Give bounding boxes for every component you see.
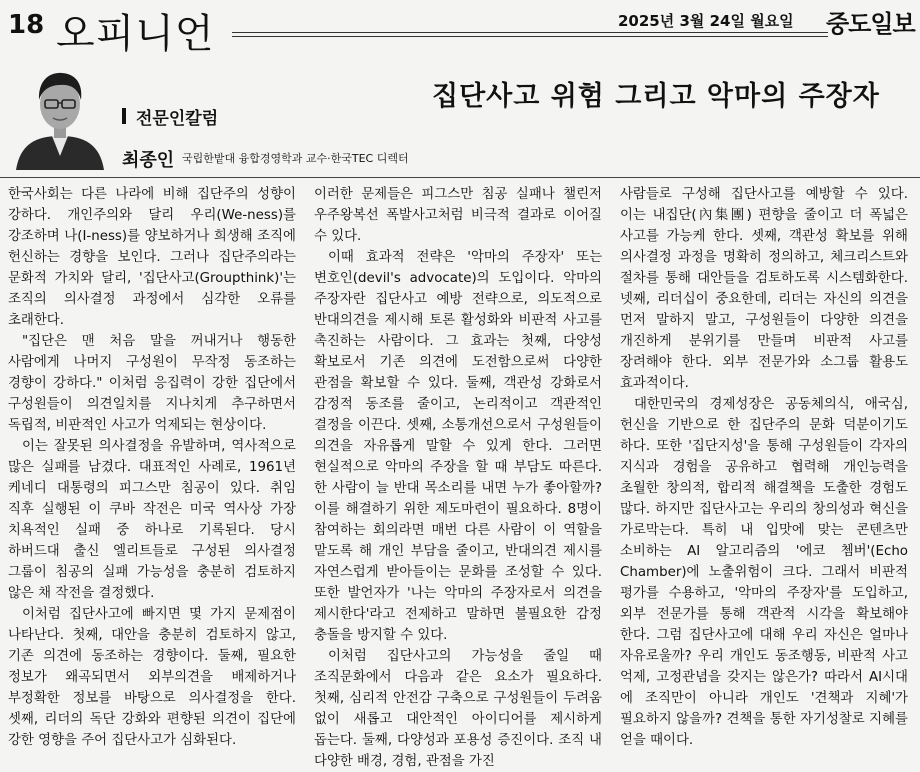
paragraph: 이처럼 집단사고에 빠지면 몇 가지 문제점이 나타난다. 첫째, 대안을 충분히 검토하지 않고, 기존 의견에 동조하는 경향이다. 둘째, 필요한 정보가 왜곡되면서 외부의견을 배제하거나 부정확한 정보를 바탕으로 의사결정을 한다. 셋째, 리더의 독단 강화와 편향된 의견이 집단에 강한 영향을 주어 집단사고가 심화된다. [8, 607, 296, 748]
author-photo [12, 58, 108, 170]
paragraph: 이처럼 집단사고의 가능성을 줄일 때 조직문화에서 다음과 같은 요소가 필요하다. 첫째, 심리적 안전감 구축으로 구성원들이 두려움 없이 새롭고 대안적인 아이디어를 제시하게 돕는다. 둘째, 다양성과 포용성 증진이다. 조직 내 다양한 배경, 경험, 관점을 가진 [314, 649, 602, 769]
paragraph: 한국사회는 다른 나라에 비해 집단주의 성향이 강하다. 개인주의와 달리 우리(We-ness)를 강조하며 나(I-ness)를 양보하거나 희생해 조직에 헌신하는 경향을 보인다. 그러나 집단주의라는 문화적 가치와 달리, '집단사고(Groupthink)'는 조직의 의사결정 과정에서 심각한 오류를 초래한다. [8, 187, 296, 328]
paragraph: 대한민국의 경제성장은 공동체의식, 애국심, 헌신을 기반으로 한 집단주의 문화 덕분이기도 하다. 또한 '집단지성'을 통해 구성원들이 각자의 지식과 경험을 공유하고 협력해 개인능력을 초월한 창의적, 합리적 해결책을 도출한 경험도 많다. 하지만 집단사고는 우리의 창의성과 혁신을 가로막는다. 특히 내 입맛에 맞는 콘텐츠만 소비하는 AI 알고리즘의 '에코 쳄버'(Echo Chamber)에 노출위험이 크다. 그래서 비판적 평가를 수용하고, '악마의 주장자'를 도입하고, 외부 전문가를 통해 객관적 시각을 확보해야 한다. 그럼 집단사고에 대해 우리 자신은 얼마나 자유로울까? 우리 개인도 동조행동, 비판적 사고 억제, 고정관념을 갖지는 않은가? 따라서 AI시대 에 조직만이 아니라 개인도 '견책과 지혜'가 필요하지 않을까? 견책을 통한 자기성찰로 지혜를 얻을 때이다. [620, 397, 908, 748]
newspaper-logo: 중도일보 [826, 10, 915, 38]
author-affiliation: 국립한밭대 융합경영학과 교수·한국TEC 디렉터 [182, 152, 409, 165]
paragraph: "집단은 맨 처음 말을 꺼내거나 행동한 사람에게 나머지 구성원이 무작정 동조하는 경향이 강하다." 이처럼 응집력이 강한 집단에서 구성원들이 의견일치를 지나치게 추구하면서 독립적, 비판적인 사고가 억제되는 현상이다. [8, 334, 296, 433]
article-column-3 [620, 184, 908, 751]
author-name: 최종인 [122, 150, 175, 171]
paragraph: 사람들로 구성해 집단사고를 예방할 수 있다. 이는 내집단(內集團) 편향을 줄이고 더 폭넓은 사고를 가능케 한다. 셋째, 객관성 확보를 위해 의사결정 과정을 명확히 정의하고, 체크리스트와 절차를 통해 대안들을 검토하도록 시스템화한다. 넷째, 리더십이 중요한데, 리더는 자신의 의견을 먼저 말하지 말고, 구성원들이 다양한 의견을 개진하게 분위기를 만들며 비판적 사고를 장려해야 한다. 외부 전문가와 소그룹 활용도 효과적이다. [620, 187, 908, 391]
header-rule [232, 32, 828, 37]
kicker-marker [122, 108, 126, 124]
paragraph: 이때 효과적 전략은 '악마의 주장자' 또는 변호인(devil's advocate)의 도입이다. 악마의 주장자란 집단사고 예방 전략으로, 의도적으로 반대의견을 제시해 토론 활성화와 비판적 사고를 촉진하는 사람이다. 그 효과는 첫째, 다양성 확보로서 기존 의견에 도전함으로써 다양한 관점을 확보할 수 있다. 둘째, 객관성 강화로서 감정적 동조를 줄이고, 논리적이고 객관적인 결정을 이끈다. 셋째, 소통개선으로서 구성원들이 의견을 자유롭게 말할 수 있게 한다. 그러면 현실적으로 악마의 주장을 할 때 부담도 따른다. 한 사람이 늘 반대 목소리를 내면 누가 좋아할까? 이를 해결하기 위한 제도마련이 필요하다. 8명이 참여하는 회의라면 매번 다른 사람이 이 역할을 맡도록 해 개인 부담을 줄이고, 반대의견 제시를 자연스럽게 받아들이는 문화를 조성할 수 있다. 또한 발언자가 '나는 악마의 주장자로서 의견을 제시한다'라고 전제하고 말하면 불필요한 감정 충돌을 방지할 수 있다. [314, 250, 602, 643]
article-column-2 [314, 184, 602, 772]
paragraph: 이는 잘못된 의사결정을 유발하며, 역사적으로 많은 실패를 남겼다. 대표적인 사례로, 1961년 케네디 대통령의 피그스만 침공이 있다. 취임 직후 실행된 이 쿠바 작전은 미국 역사상 가장 치욕적인 실패 중 하나로 기록된다. 당시 하버드대 출신 엘리트들로 구성된 의사결정 그룹이 침공의 실패 가능성을 충분히 검토하지 않은 채 작전을 결정했다. [8, 439, 296, 601]
article-headline: 집단사고 위험 그리고 악마의 주장자 [432, 81, 880, 112]
body-divider [0, 177, 920, 178]
section-title: 오피니언 [56, 11, 215, 57]
page-number: 18 [8, 10, 45, 40]
article-column-1 [8, 184, 296, 751]
publication-date: 2025년 3월 24일 월요일 [618, 12, 794, 30]
paragraph: 이러한 문제들은 피그스만 침공 실패나 챌린저 우주왕복선 폭발사고처럼 비극적 결과로 이어질 수 있다. [314, 187, 602, 244]
column-kicker: 전문인칼럼 [136, 109, 219, 129]
